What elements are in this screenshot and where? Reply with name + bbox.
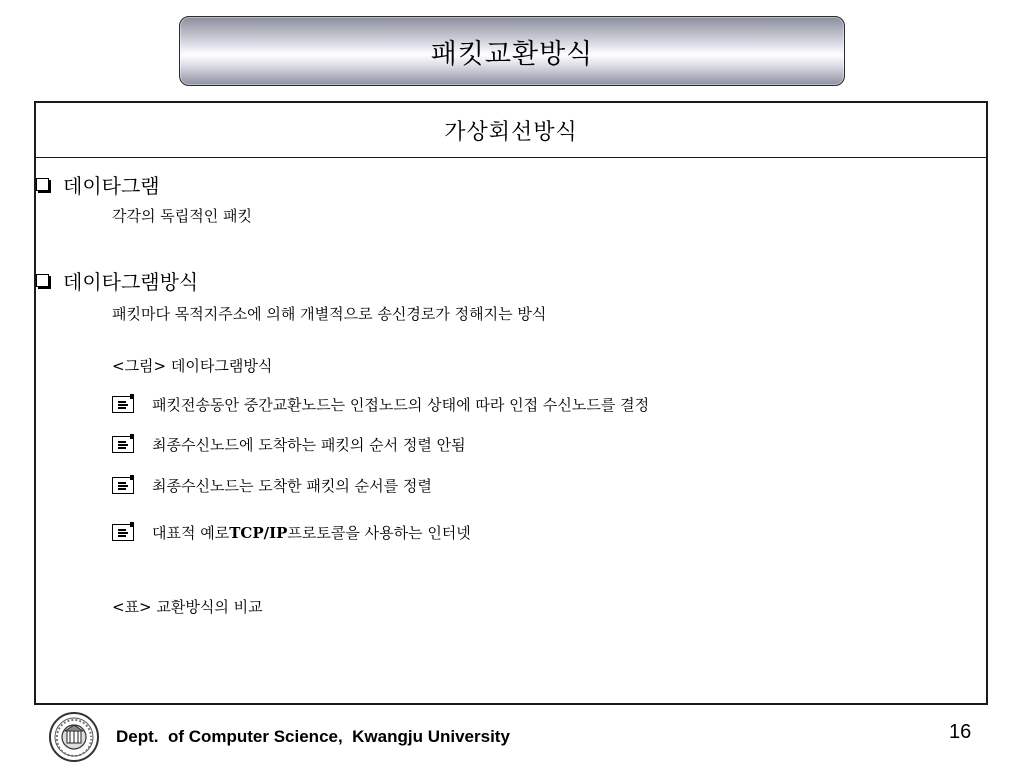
body-text: 패킷마다 목적지주소에 의해 개별적으로 송신경로가 정해지는 방식 — [112, 305, 547, 323]
list-item-text: 최종수신노드는 도착한 패킷의 순서를 정렬 — [152, 477, 432, 495]
note-icon — [112, 524, 134, 541]
footer-department: Dept. of Computer Science, Kwangju University — [116, 727, 510, 746]
title-banner — [179, 16, 845, 86]
list-item — [112, 394, 649, 415]
list-item-text-bold: TCP/IP — [229, 523, 288, 542]
note-icon — [112, 477, 134, 494]
section-heading-text: 데이타그램 — [63, 174, 160, 198]
list-item-text-after: 프로토콜을 사용하는 인터넷 — [287, 524, 471, 542]
list-item — [112, 434, 466, 455]
subtitle-row — [36, 103, 986, 158]
slide-title: 패킷교환방식 — [430, 38, 594, 70]
section-heading-text: 데이타그램방식 — [63, 270, 199, 294]
page-number: 16 — [949, 721, 972, 743]
figure-caption: <그림> 데이타그램방식 — [112, 357, 273, 375]
section-datagram-method — [36, 266, 198, 295]
section-heading — [36, 170, 160, 199]
list-item — [112, 475, 432, 496]
note-icon — [112, 436, 134, 453]
body-text: 각각의 독립적인 패킷 — [112, 207, 252, 225]
list-item-text-before: 대표적 예로 — [152, 524, 230, 542]
table-caption: <표> 교환방식의 비교 — [112, 598, 263, 616]
slide-subtitle: 가상회선방식 — [444, 119, 578, 145]
list-item-text: 패킷전송동안 중간교환노드는 인접노드의 상태에 따라 인접 수신노드를 결정 — [152, 396, 650, 414]
list-item-text: 최종수신노드에 도착하는 패킷의 순서 정렬 안됨 — [152, 436, 466, 454]
list-item — [112, 522, 471, 543]
checkbox-bullet-icon — [36, 274, 49, 287]
section-datagram — [36, 170, 160, 199]
note-icon — [112, 396, 134, 413]
section-heading — [36, 266, 198, 295]
university-seal-icon — [48, 711, 100, 763]
checkbox-bullet-icon — [36, 178, 49, 191]
